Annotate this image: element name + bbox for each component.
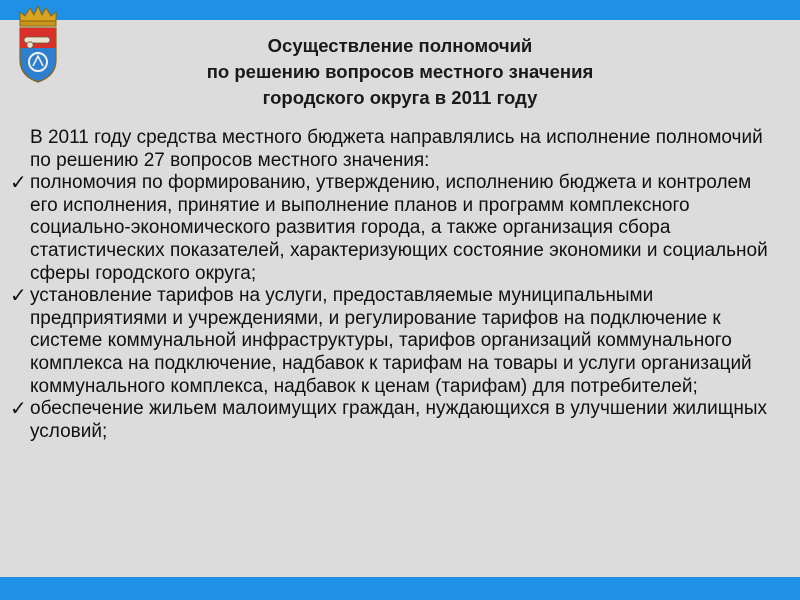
city-coat-of-arms-icon <box>14 4 62 84</box>
list-item <box>10 285 780 398</box>
intro-paragraph: В 2011 году средства местного бюджета направлялись на исполнение полномочий по решению 27 вопросов местного значения: <box>30 127 763 171</box>
list-item-text: обеспечение жильем малоимущих граждан, нуждающихся в улучшении жилищных условий; <box>30 398 768 442</box>
checkmark-icon: ✓ <box>10 172 27 195</box>
list-item-text: полномочия по формированию, утверждению, исполнению бюджета и контролем его исполнения, принятие и выполнение планов и программ комплексного социально-экономического развития города, а также организация сбора статистических показателей, характеризующих состояние экономики и социальной сферы городского округа; <box>30 172 768 284</box>
title-line-1: Осуществление полномочий <box>267 35 533 56</box>
list-item <box>10 172 780 285</box>
top-accent-bar <box>0 0 800 20</box>
slide-body <box>10 127 780 443</box>
list-item <box>10 398 780 443</box>
bottom-accent-bar <box>0 577 800 600</box>
checkmark-icon: ✓ <box>10 285 27 308</box>
checkmark-icon: ✓ <box>10 398 27 421</box>
slide-title <box>150 33 650 111</box>
title-line-2: по решению вопросов местного значения <box>206 61 594 82</box>
list-item-text: установление тарифов на услуги, предоставляемые муниципальными предприятиями и учреждениями, и регулирование тарифов на подключение к системе коммунальной инфраструктуры, тарифов организаций коммунального комплекса на подключение, надбавок к тарифам на товары и услуги организаций коммунального комплекса, надбавок к ценам (тарифам) для потребителей; <box>30 285 752 397</box>
title-line-3: городского округа в 2011 году <box>262 87 538 108</box>
